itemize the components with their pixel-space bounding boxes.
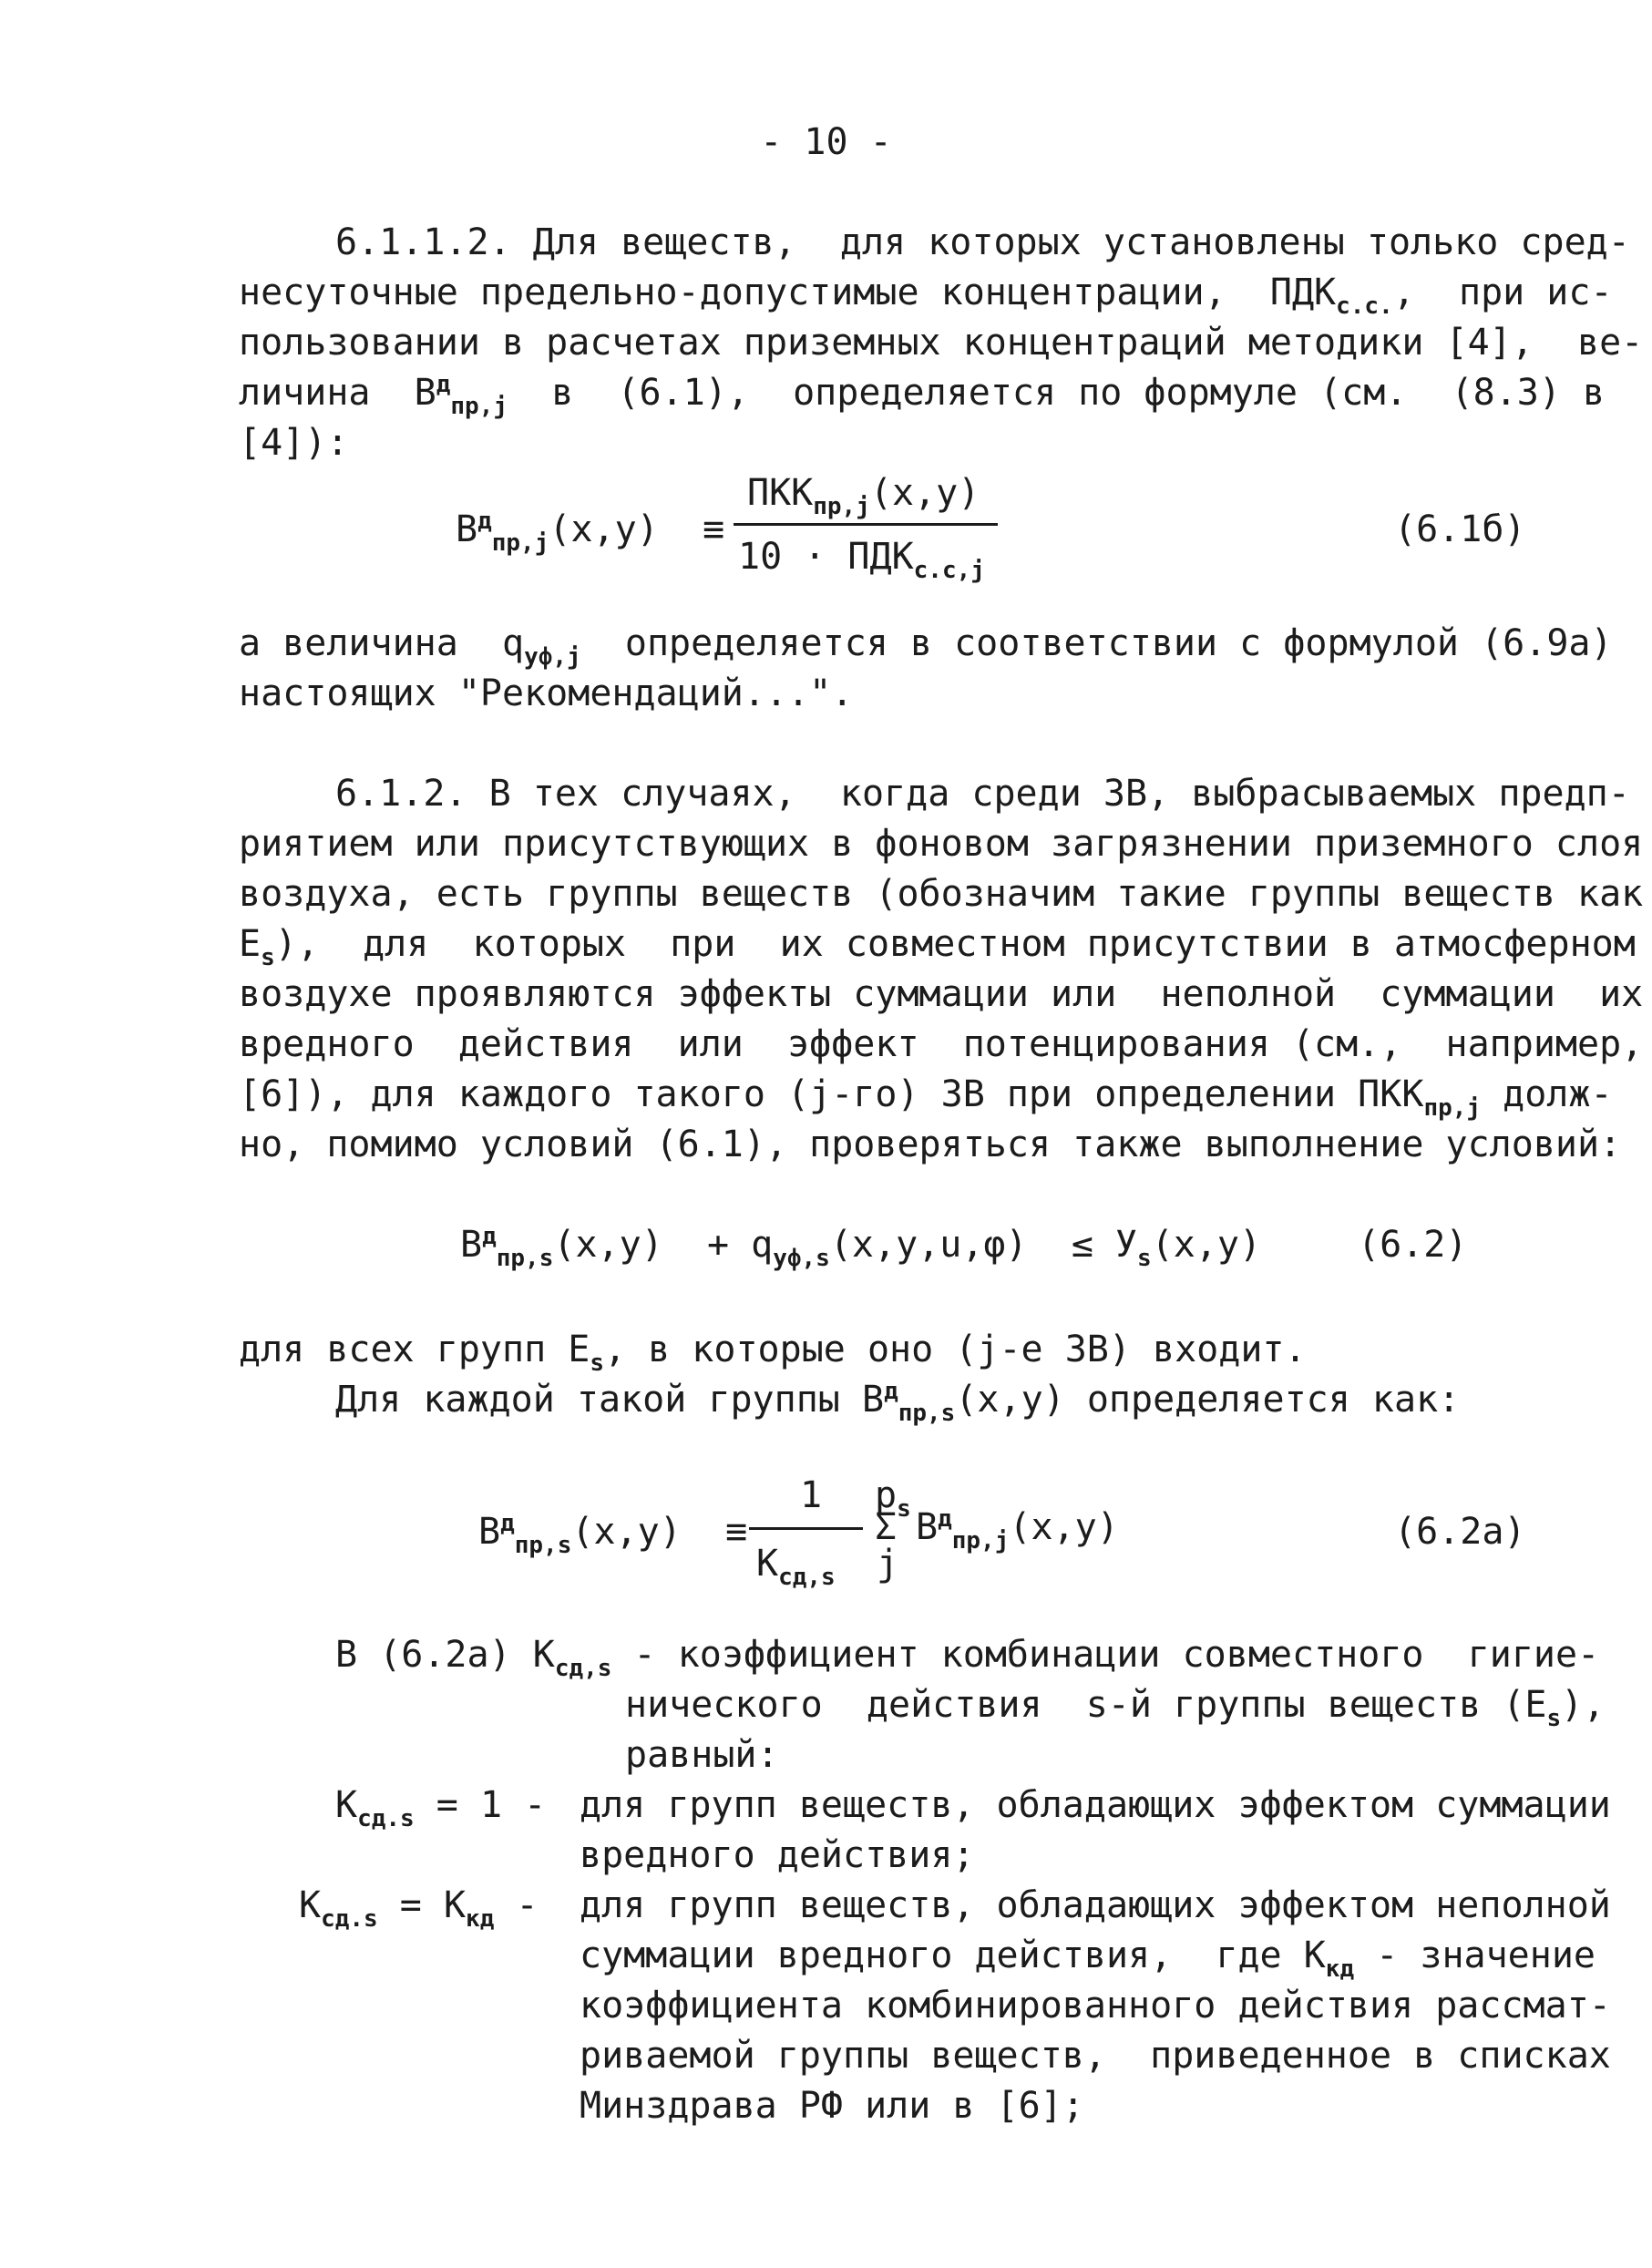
text-line: вредного действия или эффект потенцирования (см., например, (239, 1023, 1644, 1065)
fraction-numerator: $ПКК_{пр,j}(x,y)$ (747, 472, 980, 520)
definition-text: вредного действия; (580, 1834, 975, 1876)
text-line: воздуха, есть группы веществ (обозначим такие группы веществ как (239, 873, 1644, 915)
text-line: $E_s$), для которых при их совместном присутствии в атмосферном (239, 923, 1636, 971)
text-line: риятием или присутствующих в фоновом загрязнении приземного слоя (239, 823, 1644, 865)
text-line: равный: (625, 1734, 779, 1776)
equation-lhs: $В^д_{пр,j}(x,y)$ ≡ (456, 508, 725, 557)
page-number: - 10 - (760, 121, 892, 163)
equation-lhs: $В^д_{пр,s}(x,y)$ ≡ (478, 1510, 748, 1559)
fraction-numerator: 1 (800, 1474, 823, 1516)
text-line: [6]), для каждого такого (j-го) ЗВ при определении $ПКК_{пр,j}$ долж- (239, 1073, 1613, 1122)
text-line: личина $В^д_{пр,j}$ в (6.1), определяется по формуле (см. (8.3) в (239, 371, 1606, 420)
definition-text: для групп веществ, обладающих эффектом неполной (580, 1884, 1611, 1926)
sum-lower-limit: j (877, 1543, 899, 1585)
fraction-bar (749, 1527, 863, 1530)
fraction-denominator: $10 \cdot ПДК_{с.с,j}$ (738, 536, 985, 584)
equation-label: (6.1б) (1394, 508, 1526, 550)
definition-text: коэффициента комбинированного действия рассмат- (580, 1985, 1611, 2027)
equation-label: (6.2) (1358, 1224, 1468, 1266)
definition-text: для групп веществ, обладающих эффектом суммации (580, 1784, 1611, 1826)
equation-rhs: $В^д_{пр,j}(x,y)$ (916, 1505, 1119, 1555)
text-line: пользовании в расчетах приземных концентраций методики [4], ве- (239, 322, 1644, 364)
text-line: настоящих "Рекомендаций...". (239, 672, 854, 714)
fraction-bar (734, 523, 998, 526)
fraction-denominator: $K_{сд,s}$ (756, 1543, 836, 1591)
text-line: [4]): (239, 422, 349, 464)
text-line: воздухе проявляются эффекты суммации или неполной суммации их (239, 973, 1644, 1015)
text-line: В (6.2а) $K_{сд,s}$ - коэффициент комбинации совместного гигие- (335, 1634, 1600, 1682)
text-line: но, помимо условий (6.1), проверяться также выполнение условий: (239, 1124, 1622, 1165)
definition-text: риваемой группы веществ, приведенное в списках (580, 2035, 1611, 2077)
sum-upper-limit: $p_s$ (875, 1474, 911, 1523)
text-line: несуточные предельно-допустимые концентрации, $ПДК_{с.с.}$, при ис- (239, 272, 1613, 320)
text-line: 6.1.2. В тех случаях, когда среди ЗВ, выбрасываемых предп- (335, 773, 1630, 815)
text-line: 6.1.1.2. Для веществ, для которых установлены только сред- (335, 221, 1630, 263)
text-line: нического действия s-й группы веществ $(E_s)$, (625, 1684, 1606, 1732)
definition-term: $K_{сд.s} = K_{кд}$ - (299, 1884, 539, 1933)
text-line: а величина $q_{уф,j}$ определяется в соответствии с формулой (6.9а) (239, 622, 1613, 671)
text-line: для всех групп $E_s$, в которые оно (j-е ЗВ) входит. (239, 1329, 1307, 1377)
equation-6-2: $В^д_{пр,s}(x,y) + q_{уф,s}(x,y,u,\varphi) \le У_s(x,y)$ (460, 1223, 1262, 1272)
text-line: Для каждой такой группы $В^д_{пр,s}(x,y)$ определяется как: (335, 1378, 1461, 1427)
sum-symbol: Σ (875, 1506, 898, 1548)
definition-text: суммации вредного действия, где $K_{кд}$ - значение (580, 1934, 1596, 1983)
definition-text: Минздрава РФ или в [6]; (580, 2085, 1084, 2127)
equation-label: (6.2а) (1394, 1511, 1526, 1553)
definition-term: $K_{сд.s} = 1$ - (335, 1784, 547, 1832)
